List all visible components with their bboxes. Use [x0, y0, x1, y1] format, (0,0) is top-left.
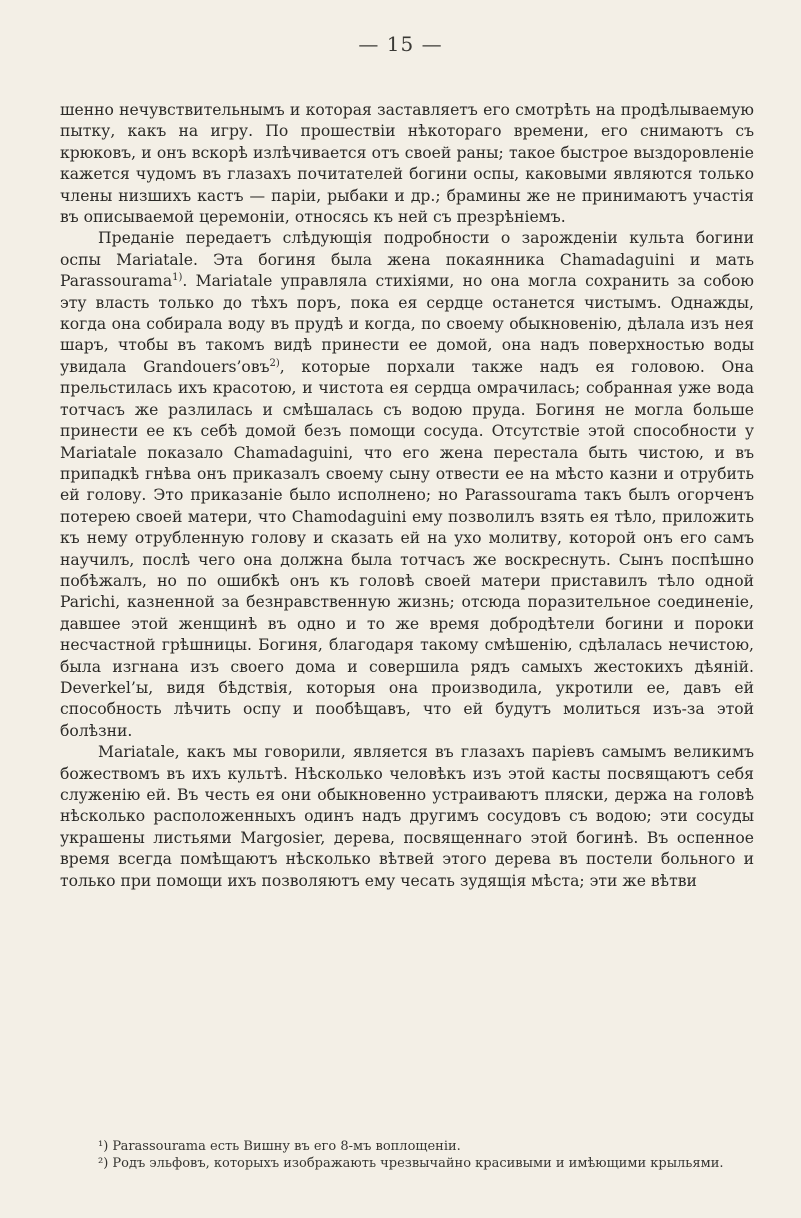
paragraph-text: , которые порхали также надъ ея головою. Она прельстилась ихъ красотою, и чистота ея сердца омрачилась; собранная уже вода тотчасъ же разлилась и смѣшалась съ водою пруда. Богиня не могла больше принести ее къ себѣ домой безъ помощи сосуда. Отсутствіе этой способности у Mariatale показало Chamadaguini, что его жена перестала быть чистою, и въ припадкѣ гнѣва онъ приказалъ своему сыну отвести ее на мѣсто казни и отрубить ей голову. Это приказаніе было исполнено; но Parassourama такъ былъ огорченъ потерею своей матери, что Chamodaguini ему позволилъ взять ея тѣло, приложить къ нему отрубленную голову и сказать ей на ухо молитву, которой онъ его самъ научилъ, послѣ чего она должна была тотчасъ же воскреснуть. Сынъ поспѣшно побѣжалъ, но по ошибкѣ онъ къ головѣ своей матери приставилъ тѣло одной Parichi, казненной за безнравственную жизнь; отсюда поразительное соединеніе, давшее этой женщинѣ въ одно и то же время добродѣтели богини и пороки несчастной грѣшницы. Богиня, благодаря такому смѣшенію, сдѣлалась нечистою, была изгнана изъ своего дома и совершила рядъ самыхъ жестокихъ дѣяній. Deverkel’ы, видя бѣдствія, которыя она производила, укротили ее, давъ ей способность лѣчить оспу и пообѣщавъ, что ей будутъ молиться изъ-за этой болѣзни.: [60, 357, 754, 740]
paragraph-2: [60, 228, 754, 742]
paragraph-3: [60, 742, 754, 892]
paragraph-text: Преданіе передаетъ слѣдующія подробности о зарожденіи культа богини оспы Mariatale. Эта богиня была жена покаянника Chamadaguini и мать Parassourama: [60, 229, 754, 291]
paragraph-1: [60, 100, 754, 228]
footnote-ref-1[interactable]: 1): [172, 272, 183, 284]
footnotes: [60, 1138, 754, 1172]
paragraph-text: шенно нечувствительнымъ и которая заставляетъ его смотрѣть на продѣлываемую пытку, какъ на игру. По прошествіи нѣкотораго времени, его снимаютъ съ крюковъ, и онъ вскорѣ излѣчивается отъ своей раны; такое быстрое выздоровленіе кажется чудомъ въ глазахъ почитателей богини оспы, каковыми являются только члены низшихъ кастъ — паріи, рыбаки и др.; брамины же не принимаютъ участія въ описываемой церемоніи, относясь къ ней съ презрѣніемъ.: [60, 101, 754, 227]
body-text: [60, 100, 754, 892]
footnote-2: ²) Родъ эльфовъ, которыхъ изображають чрезвычайно красивыми и имѣющими крыльями.: [98, 1156, 724, 1171]
page-header: — 15 —: [358, 32, 443, 56]
paragraph-text: . Mariatale управляла стихіями, но она могла сохранить за собою эту власть только до тѣхъ поръ, пока ея сердце останется чистымъ. Однажды, когда она собирала воду въ прудѣ и когда, по своему обыкновенію, дѣлала изъ нея шаръ, чтобы въ такомъ видѣ принести ее домой, она надъ поверхностью воды увидала Grandouers’овъ: [60, 272, 754, 376]
paragraph-text: Mariatale, какъ мы говорили, является въ глазахъ паріевъ самымъ великимъ божествомъ въ ихъ культѣ. Нѣсколько человѣкъ изъ этой касты посвящаютъ себя служенію ей. Въ честь ея они обыкновенно устраиваютъ пляски, держа на головѣ нѣсколько расположенныхъ одинъ надъ другимъ сосудовъ съ водою; эти сосуды украшены листьями Margosier, дерева, посвященнаго этой богинѣ. Въ оспенное время всегда помѣщаютъ нѣсколько вѣтвей этого дерева въ постели больного и только при помощи ихъ позволяютъ ему чесать зудящія мѣста; эти же вѣтви: [60, 743, 754, 890]
footnote-1: ¹) Parassourama есть Вишну въ его 8-мъ воплощеніи.: [98, 1139, 461, 1154]
footnote-ref-2[interactable]: 2): [269, 357, 280, 369]
